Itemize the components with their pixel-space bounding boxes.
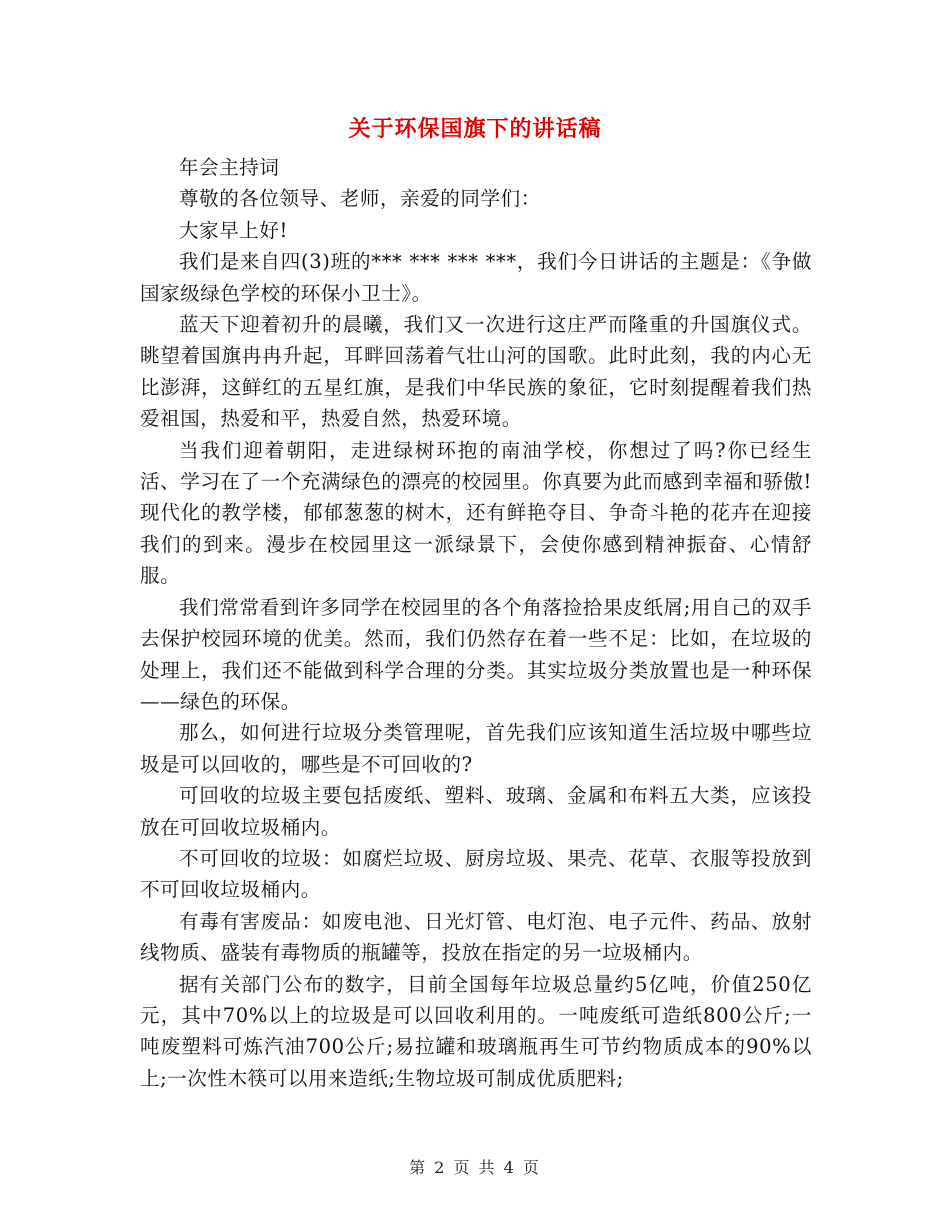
paragraph: 我们常常看到许多同学在校园里的各个角落捡拾果皮纸屑;用自己的双手去保护校园环境的优美。然而，我们仍然存在着一些不足：比如，在垃圾的处理上，我们还不能做到科学合理的分类。其实垃圾分类放置也是一种环保——绿色的环保。 <box>140 595 812 713</box>
document-title: 关于环保国旗下的讲话稿 <box>348 117 602 142</box>
paragraph: 年会主持词 <box>179 156 280 179</box>
paragraph: 蓝天下迎着初升的晨曦，我们又一次进行这庄严而隆重的升国旗仪式。眺望着国旗冉冉升起，耳畔回荡着气壮山河的国歌。此时此刻，我的内心无比澎湃，这鲜红的五星红旗，是我们中华民族的象征，它时刻提醒着我们热爱祖国，热爱和平，热爱自然，热爱环境。 <box>140 313 812 431</box>
paragraph: 我们是来自四(3)班的*** *** *** ***，我们今日讲话的主题是：《争做国家级绿色学校的环保小卫士》。 <box>140 250 812 305</box>
paragraph: 尊敬的各位领导、老师，亲爱的同学们： <box>179 187 541 211</box>
paragraph: 那么，如何进行垃圾分类管理呢，首先我们应该知道生活垃圾中哪些垃圾是可以回收的，哪些是不可回收的? <box>140 721 812 776</box>
paragraph: 可回收的垃圾主要包括废纸、塑料、玻璃、金属和布料五大类，应该投放在可回收垃圾桶内。 <box>140 784 812 839</box>
paragraph: 据有关部门公布的数字，目前全国每年垃圾总量约5亿吨，价值250亿元，其中70%以上的垃圾是可以回收利用的。一吨废纸可造纸800公斤;一吨废塑料可炼汽油700公斤;易拉罐和玻璃瓶再生可节约物质成本的90%以上;一次性木筷可以用来造纸;生物垃圾可制成优质肥料; <box>140 972 812 1090</box>
paragraph: 大家早上好! <box>179 218 288 242</box>
paragraph: 不可回收的垃圾：如腐烂垃圾、厨房垃圾、果壳、花草、衣服等投放到不可回收垃圾桶内。 <box>140 846 812 902</box>
page-number-footer: 第 2 页 共 4 页 <box>409 1158 541 1177</box>
paragraph: 有毒有害废品：如废电池、日光灯管、电灯泡、电子元件、药品、放射线物质、盛装有毒物质的瓶罐等，投放在指定的另一垃圾桶内。 <box>140 909 812 965</box>
document-body <box>140 152 812 1094</box>
paragraph: 当我们迎着朝阳，走进绿树环抱的南油学校，你想过了吗?你已经生活、学习在了一个充满绿色的漂亮的校园里。你真要为此而感到幸福和骄傲!现代化的教学楼，郁郁葱葱的树木，还有鲜艳夺目、争奇斗艳的花卉在迎接我们的到来。漫步在校园里这一派绿景下，会使你感到精神振奋、心情舒服。 <box>140 438 812 588</box>
